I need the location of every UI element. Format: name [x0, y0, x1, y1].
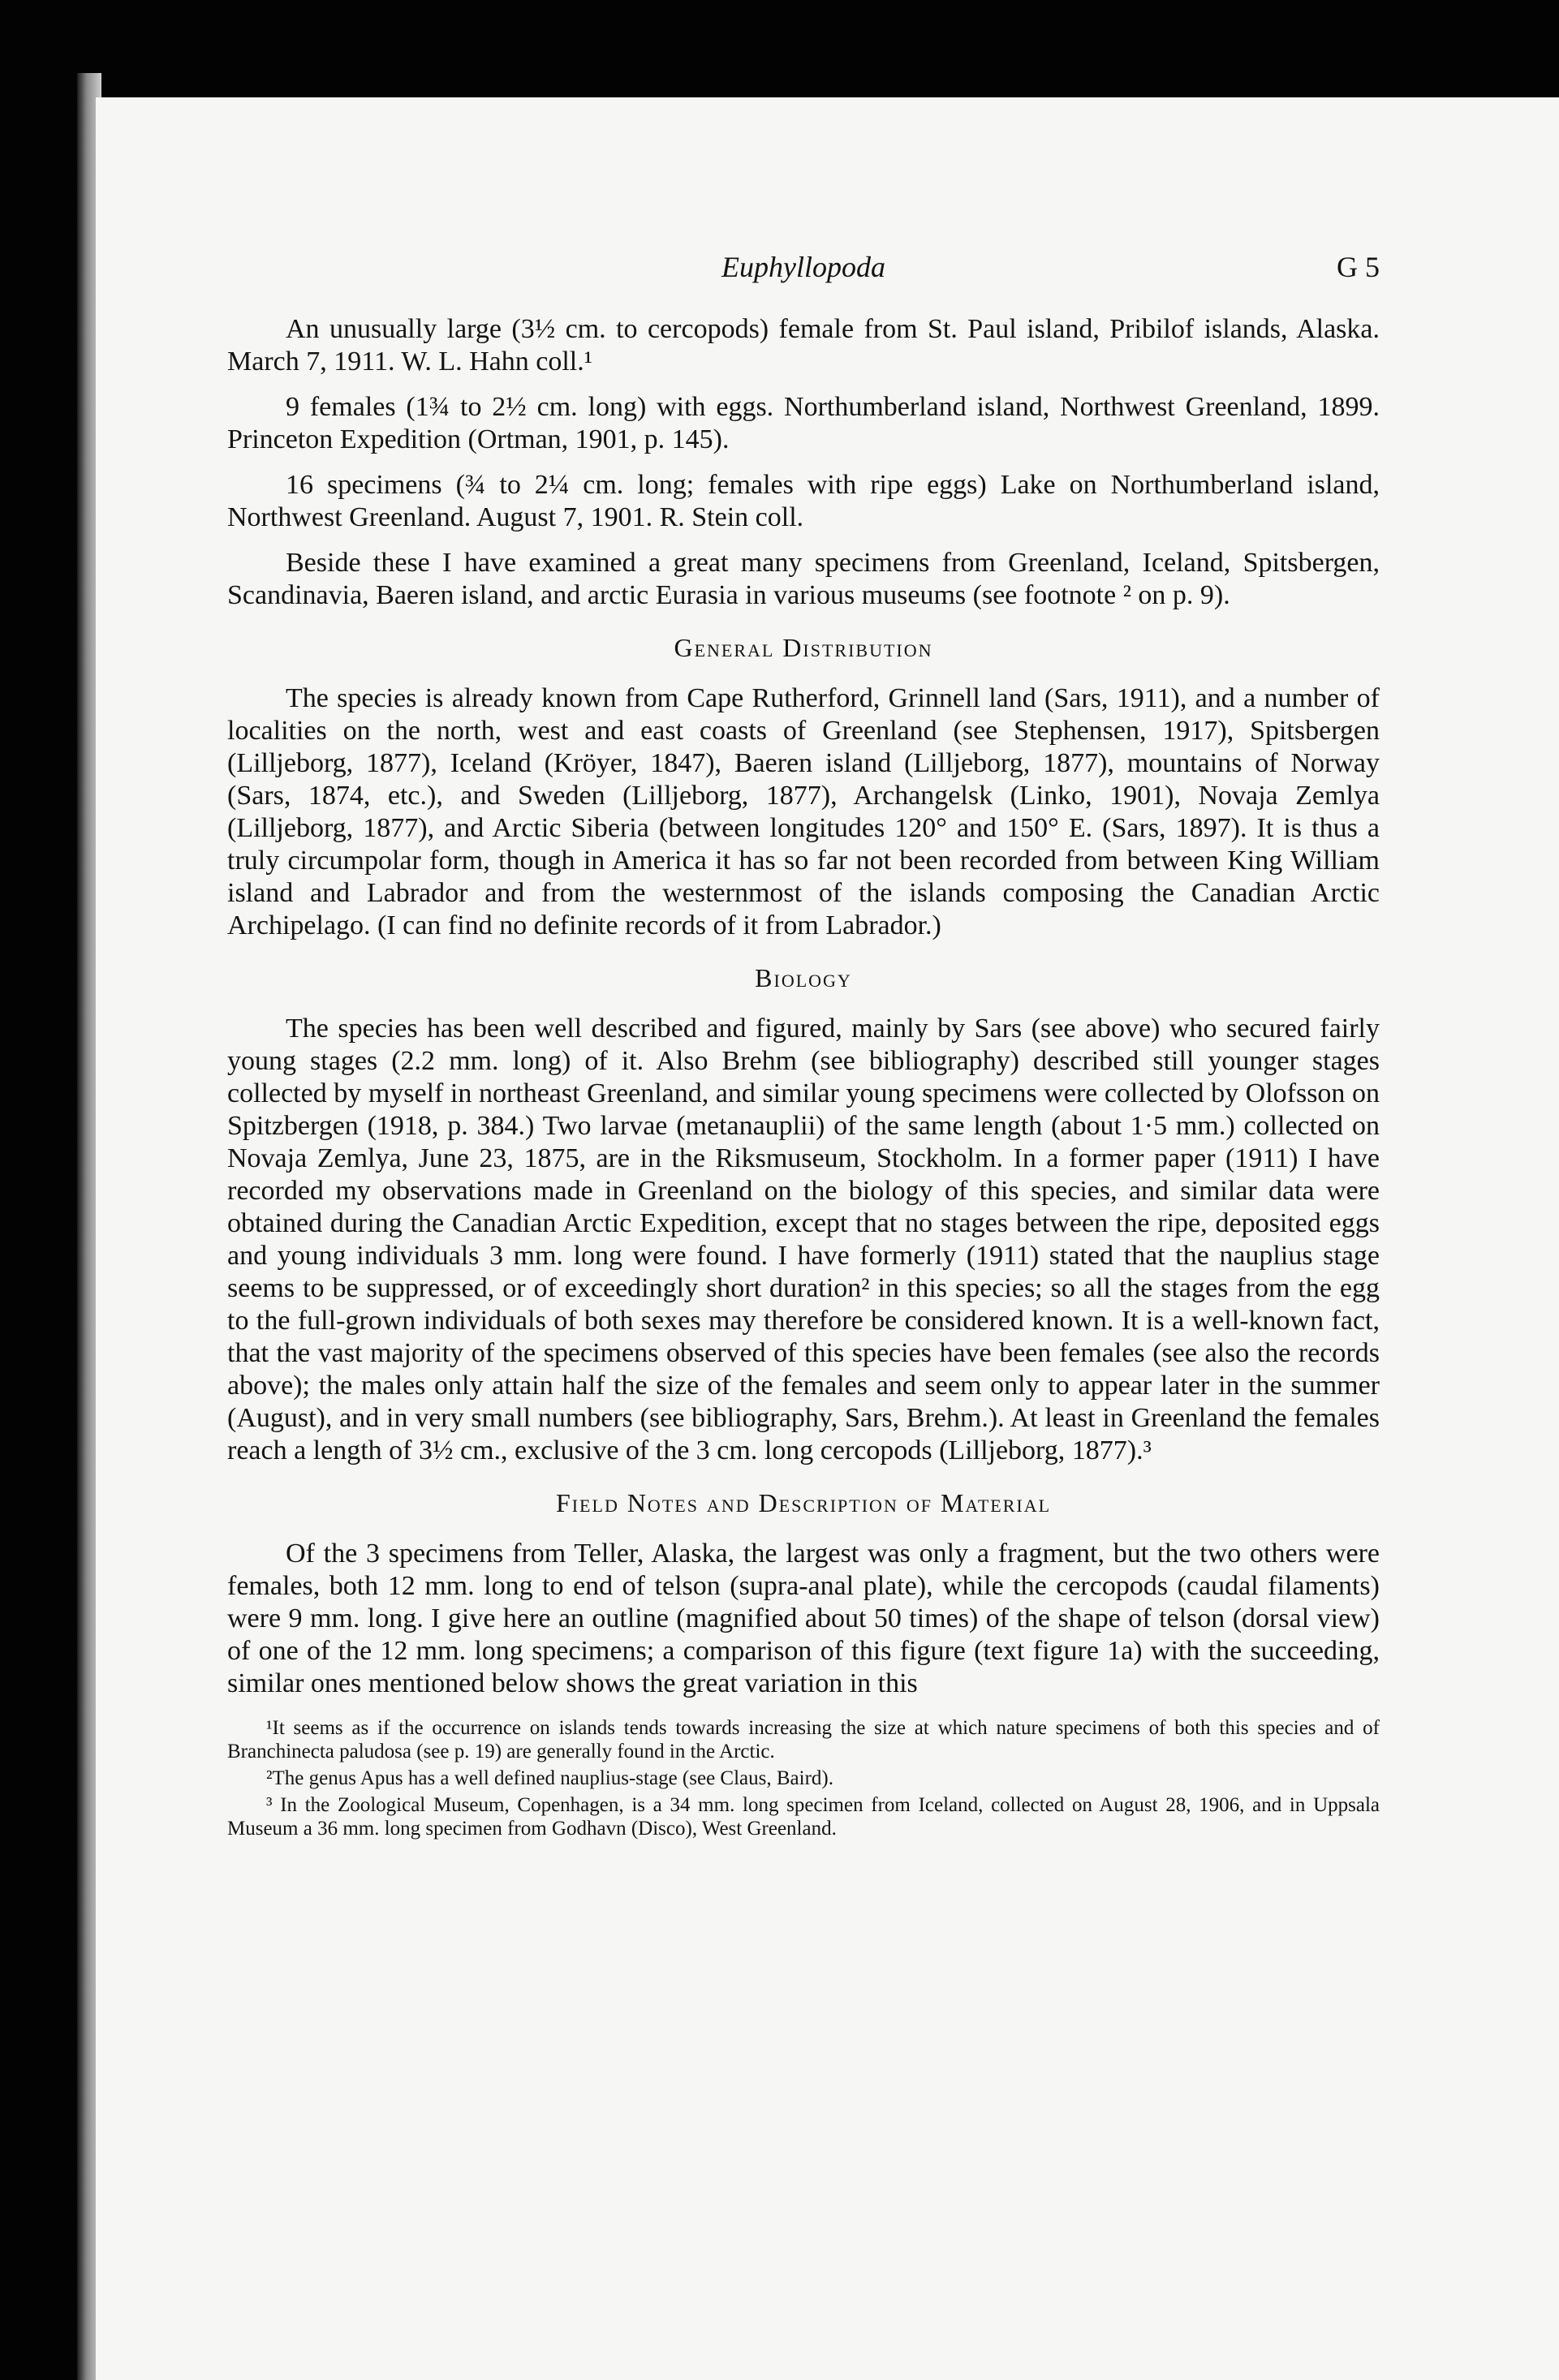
- specimen-record: 16 specimens (¾ to 2¼ cm. long; females with ripe eggs) Lake on Northumberland island, Northwest Greenland. August 7, 1901. R. Stein coll.: [227, 470, 1380, 532]
- page-number: G 5: [1337, 251, 1380, 283]
- page-content: [227, 250, 1380, 1844]
- body-paragraph: Of the 3 specimens from Teller, Alaska, the largest was only a fragment, but the two others were females, both 12 mm. long to end of telson (supra-anal plate), while the cercopods (caudal filaments) were 9 mm. long. I give here an outline (magnified about 50 times) of the shape of telson (dorsal view) of one of the 12 mm. long specimens; a comparison of this figure (text figure 1a) with the succeeding, similar ones mentioned below shows the great variation in this: [227, 1539, 1380, 1698]
- body-paragraph: The species is already known from Cape Rutherford, Grinnell land (Sars, 1911), and a number of localities on the north, west and east coasts of Greenland (see Stephensen, 1917), Spitsbergen (Lilljeborg, 1877), Iceland (Kröyer, 1847), Baeren island (Lilljeborg, 1877), mountains of Norway (Sars, 1874, etc.), and Sweden (Lilljeborg, 1877), Archangelsk (Linko, 1901), Novaja Zemlya (Lilljeborg, 1877), and Arctic Siberia (between longitudes 120° and 150° E. (Sars, 1897). It is thus a truly circumpolar form, though in America it has so far not been recorded from between King William island and Labrador and from the westernmost of the islands composing the Canadian Arctic Archipelago. (I can find no definite records of it from Labrador.): [227, 683, 1380, 940]
- section-heading-field-notes: Field Notes and Description of Material: [555, 1488, 1052, 1517]
- body-paragraph: The species has been well described and figured, mainly by Sars (see above) who secured fairly young stages (2.2 mm. long) of it. Also Brehm (see bibliography) described still younger stages collected by myself in northeast Greenland, and similar young specimens were collected by Olofsson on Spitzbergen (1918, p. 384.) Two larvae (metanauplii) of the same length (about 1·5 mm.) collected on Novaja Zemlya, June 23, 1875, are in the Riksmuseum, Stockholm. In a former paper (1911) I have recorded my observations made in Greenland on the biology of this species, and similar data were obtained during the Canadian Arctic Expedition, except that no stages between the ripe, deposited eggs and young individuals 3 mm. long were found. I have formerly (1911) stated that the nauplius stage seems to be suppressed, or of exceedingly short duration² in this species; so all the stages from the egg to the full-grown individuals of both sexes may therefore be considered known. It is a well-known fact, that the vast majority of the specimens observed of this species have been females (see also the records above); the males only attain half the size of the females and seem only to appear later in the summer (August), and in very small numbers (see bibliography, Sars, Brehm.). At least in Greenland the females reach a length of 3½ cm., exclusive of the 3 cm. long cercopods (Lilljeborg, 1877).³: [227, 1014, 1380, 1465]
- running-head-title: Euphyllopoda: [721, 251, 885, 283]
- running-head: [227, 250, 1380, 286]
- footnote: ¹It seems as if the occurrence on islands tends towards increasing the size at which nature specimens of both this species and of Branchinecta paludosa (see p. 19) are generally found in the Arctic.: [227, 1717, 1380, 1762]
- specimen-record: An unusually large (3½ cm. to cercopods) female from St. Paul island, Pribilof islands, Alaska. March 7, 1911. W. L. Hahn coll.¹: [227, 314, 1380, 377]
- section-heading-distribution: General Distribution: [674, 633, 933, 662]
- footnote: ³ In the Zoological Museum, Copenhagen, is a 34 mm. long specimen from Iceland, collected on August 28, 1906, and in Uppsala Museum a 36 mm. long specimen from Godhavn (Disco), West Greenland.: [227, 1794, 1380, 1840]
- footnote: ²The genus Apus has a well defined nauplius-stage (see Claus, Baird).: [266, 1767, 833, 1789]
- footnotes: [227, 1716, 1380, 1840]
- body-paragraph: Beside these I have examined a great many specimens from Greenland, Iceland, Spitsbergen, Scandinavia, Baeren island, and arctic Eurasia in various museums (see footnote ² on p. 9).: [227, 548, 1380, 610]
- specimen-record: 9 females (1¾ to 2½ cm. long) with eggs. Northumberland island, Northwest Greenland, 1899. Princeton Expedition (Ortman, 1901, p. 145).: [227, 392, 1380, 454]
- section-heading-biology: Biology: [755, 963, 852, 992]
